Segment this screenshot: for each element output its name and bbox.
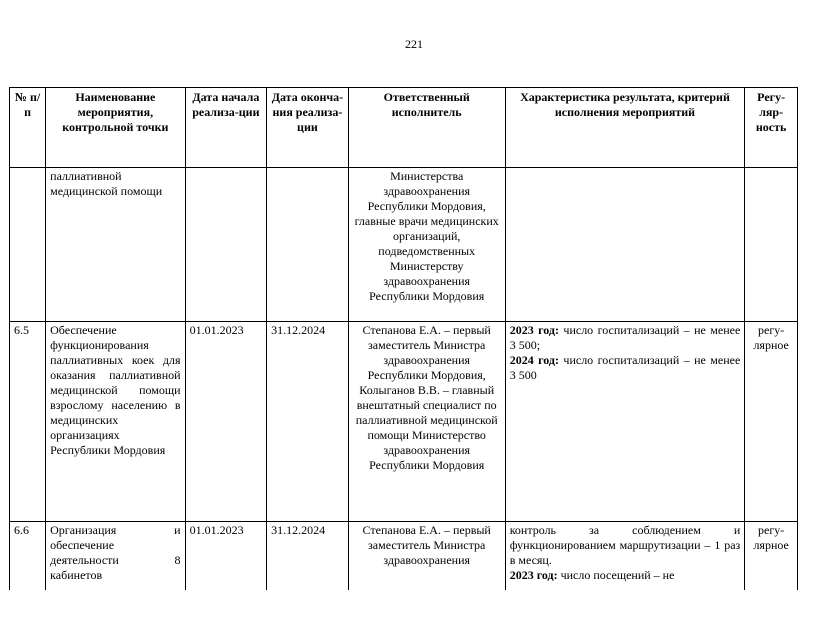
plan-table (9, 87, 798, 602)
cell-name: паллиативной медицинской помощи (46, 168, 185, 322)
header-characteristic: Характеристика результата, критерий исполнения мероприятий (505, 88, 745, 168)
cell-start-date: 01.01.2023 (185, 522, 267, 602)
table-row (10, 322, 798, 522)
cell-responsible: Степанова Е.А. – первый заместитель Министра здравоохранения Республики Мордовия, Колыганов В.В. – главный внештатный специалист по паллиативной медицинской помощи Министерство здравоохранения Республики Мордовия (348, 322, 505, 522)
cell-regularity: регу-лярное (745, 522, 798, 602)
cell-name: Обеспечение функционирования паллиативных коек для оказания паллиативной медицинской помощи взрослому населению в медицинских организациях Республики Мордовия (46, 322, 185, 522)
cell-start-date (185, 168, 267, 322)
year-2023-label: 2023 год: (509, 568, 558, 582)
table-header-row (10, 88, 798, 168)
cell-num: 6.5 (10, 322, 46, 522)
header-num: № п/п (10, 88, 46, 168)
cell-regularity: регу-лярное (745, 322, 798, 522)
cell-responsible: Министерства здравоохранения Республики Мордовия, главные врачи медицинских организаций, подведомственных Министерству здравоохранения Республики Мордовия (348, 168, 505, 322)
cell-responsible: Степанова Е.А. – первый заместитель Министра здравоохранения (348, 522, 505, 602)
year-2024-label: 2024 год: (509, 353, 559, 367)
year-2024-text: число госпитализаций – не менее 3 500 (509, 353, 741, 382)
header-end-date: Дата оконча-ния реализа-ции (267, 88, 349, 168)
cell-num: 6.6 (10, 522, 46, 602)
cell-characteristic (505, 322, 745, 522)
cell-characteristic (505, 168, 745, 322)
header-start-date: Дата начала реализа-ции (185, 88, 267, 168)
control-text: контроль за соблюдением и функционированием маршрутизации – 1 раз в месяц. (509, 523, 741, 567)
cell-end-date (267, 168, 349, 322)
year-2023-text: число госпитализаций – не менее 3 500; (509, 323, 741, 352)
year-2023-label: 2023 год: (509, 323, 559, 337)
header-name: Наименование мероприятия, контрольной точки (46, 88, 185, 168)
year-2023-text: число посещений – не (557, 568, 675, 582)
table-row (10, 168, 798, 322)
header-responsible: Ответственный исполнитель (348, 88, 505, 168)
page-number: 221 (405, 37, 423, 51)
cell-name: Организация и обеспечение деятельности 8 кабинетов (46, 522, 185, 602)
cell-end-date: 31.12.2024 (267, 322, 349, 522)
header-regularity: Регу-ляр-ность (745, 88, 798, 168)
cell-num (10, 168, 46, 322)
cell-start-date: 01.01.2023 (185, 322, 267, 522)
page-crop (0, 590, 828, 640)
cell-end-date: 31.12.2024 (267, 522, 349, 602)
cell-regularity (745, 168, 798, 322)
